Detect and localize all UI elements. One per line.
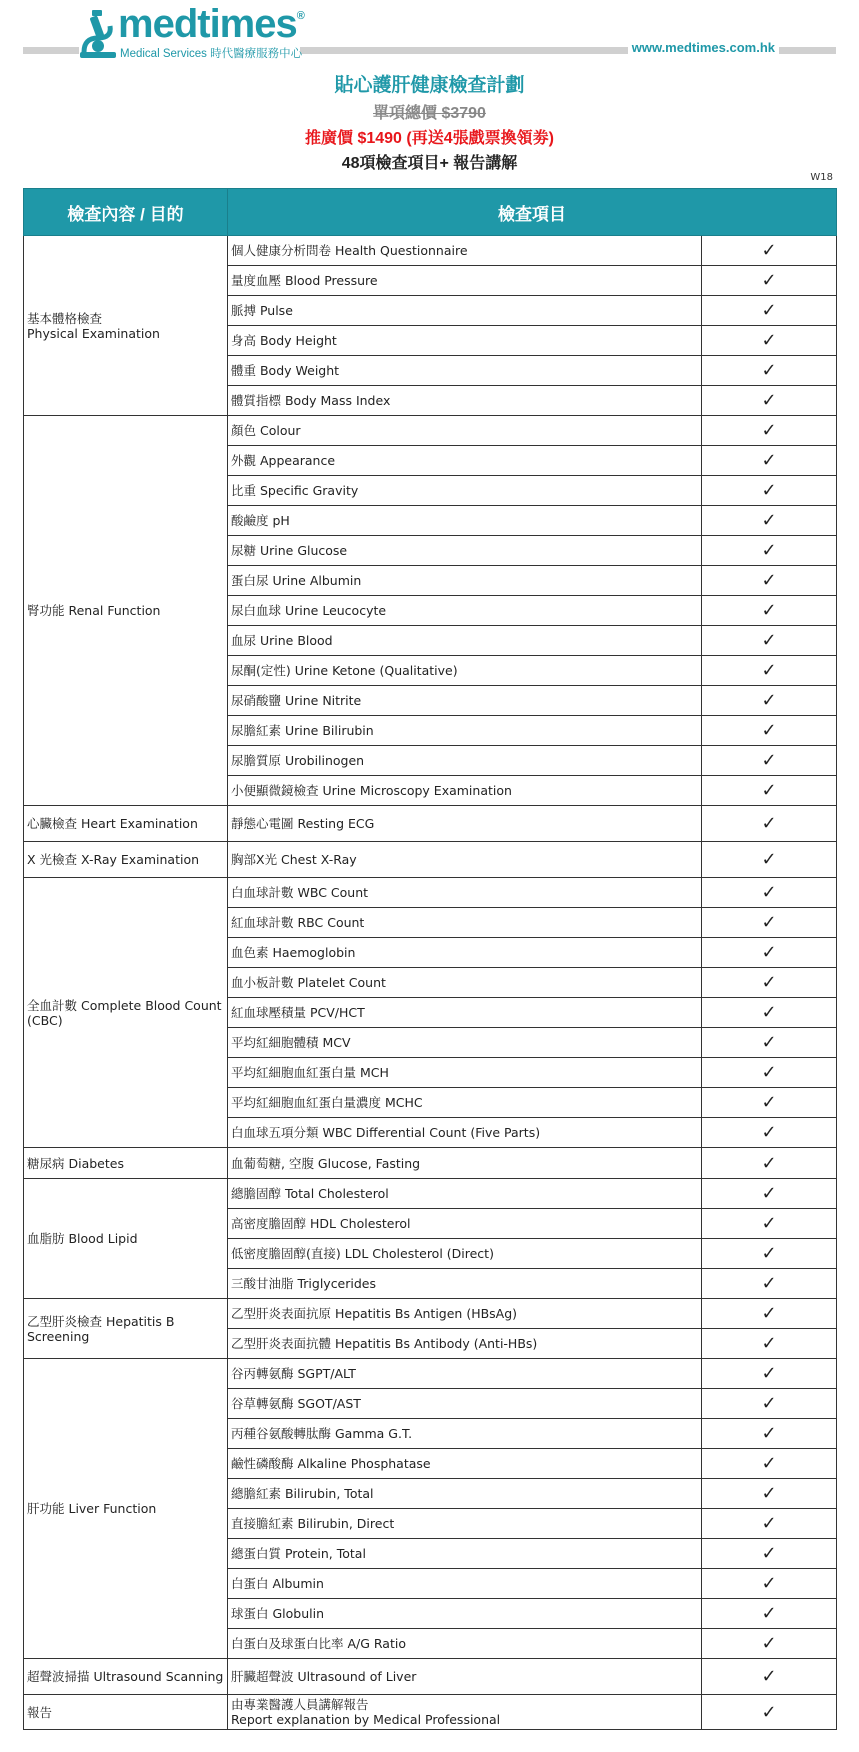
table-row: [24, 878, 837, 908]
item-cell: 尿膽質原 Urobilinogen: [228, 746, 702, 776]
check-icon: ✓: [702, 1329, 837, 1359]
check-icon: ✓: [702, 1179, 837, 1209]
check-icon: ✓: [702, 296, 837, 326]
check-icon: ✓: [702, 566, 837, 596]
item-cell: 酸鹼度 pH: [228, 506, 702, 536]
check-icon: ✓: [702, 746, 837, 776]
table-row: [24, 236, 837, 266]
item-cell: 紅血球壓積量 PCV/HCT: [228, 998, 702, 1028]
category-cell: 報告: [24, 1695, 228, 1730]
check-icon: ✓: [702, 1389, 837, 1419]
check-icon: ✓: [702, 1269, 837, 1299]
item-cell: 平均紅細胞體積 MCV: [228, 1028, 702, 1058]
item-cell: 三酸甘油脂 Triglycerides: [228, 1269, 702, 1299]
item-cell: 乙型肝炎表面抗體 Hepatitis Bs Antibody (Anti-HBs): [228, 1329, 702, 1359]
category-column-header: 檢查內容 / 目的: [24, 189, 228, 236]
check-icon: ✓: [702, 1629, 837, 1659]
checkup-table: [23, 188, 837, 1730]
check-icon: ✓: [702, 1359, 837, 1389]
check-icon: ✓: [702, 1479, 837, 1509]
check-icon: ✓: [702, 716, 837, 746]
plan-title: 貼心護肝健康檢查計劃: [334, 75, 525, 96]
item-cell: 尿酮(定性) Urine Ketone (Qualitative): [228, 656, 702, 686]
check-icon: ✓: [702, 1509, 837, 1539]
check-icon: ✓: [702, 1118, 837, 1148]
item-cell: 顏色 Colour: [228, 416, 702, 446]
check-icon: ✓: [702, 1209, 837, 1239]
category-cell: 糖尿病 Diabetes: [24, 1148, 228, 1179]
item-cell: 外觀 Appearance: [228, 446, 702, 476]
item-cell: 總膽紅素 Bilirubin, Total: [228, 1479, 702, 1509]
item-summary: 48項檢查項目+ 報告講解: [341, 155, 518, 172]
category-cell: 肝功能 Liver Function: [24, 1359, 228, 1659]
item-cell: 身高 Body Height: [228, 326, 702, 356]
website-link[interactable]: www.medtimes.com.hk: [628, 40, 779, 55]
header-bar-left: [23, 47, 79, 54]
check-icon: ✓: [702, 596, 837, 626]
item-cell: 胸部X光 Chest X-Ray: [228, 842, 702, 878]
check-icon: ✓: [702, 806, 837, 842]
category-cell: 心臟檢查 Heart Examination: [24, 806, 228, 842]
original-price: 單項總價 $3790: [373, 105, 486, 122]
item-cell: 肝臟超聲波 Ultrasound of Liver: [228, 1659, 702, 1695]
category-cell: 基本體格檢查 Physical Examination: [24, 236, 228, 416]
table-row: [24, 416, 837, 446]
item-cell: 直接膽紅素 Bilirubin, Direct: [228, 1509, 702, 1539]
item-cell: 白蛋白 Albumin: [228, 1569, 702, 1599]
item-cell: 尿白血球 Urine Leucocyte: [228, 596, 702, 626]
category-cell: 血脂肪 Blood Lipid: [24, 1179, 228, 1299]
check-icon: ✓: [702, 686, 837, 716]
item-cell: 球蛋白 Globulin: [228, 1599, 702, 1629]
check-icon: ✓: [702, 1599, 837, 1629]
check-icon: ✓: [702, 266, 837, 296]
medtimes-logo: [78, 2, 318, 60]
item-cell: 體重 Body Weight: [228, 356, 702, 386]
item-cell: 紅血球計數 RBC Count: [228, 908, 702, 938]
check-icon: ✓: [702, 416, 837, 446]
table-row: [24, 1148, 837, 1179]
check-icon: ✓: [702, 536, 837, 566]
table-row: [24, 842, 837, 878]
check-icon: ✓: [702, 938, 837, 968]
check-icon: ✓: [702, 842, 837, 878]
promo-price: 推廣價 $1490 (再送4張戲票換領劵): [305, 130, 554, 147]
item-cell: 蛋白尿 Urine Albumin: [228, 566, 702, 596]
check-icon: ✓: [702, 1695, 837, 1730]
items-column-header: 檢查項目: [228, 189, 837, 236]
category-cell: 全血計數 Complete Blood Count (CBC): [24, 878, 228, 1148]
item-cell: 丙種谷氨酸轉肽酶 Gamma G.T.: [228, 1419, 702, 1449]
item-cell: 平均紅細胞血紅蛋白量濃度 MCHC: [228, 1088, 702, 1118]
check-icon: ✓: [702, 386, 837, 416]
check-icon: ✓: [702, 506, 837, 536]
item-cell: 總膽固醇 Total Cholesterol: [228, 1179, 702, 1209]
item-cell: 谷丙轉氨酶 SGPT/ALT: [228, 1359, 702, 1389]
check-icon: ✓: [702, 356, 837, 386]
check-icon: ✓: [702, 908, 837, 938]
item-cell: 尿膽紅素 Urine Bilirubin: [228, 716, 702, 746]
check-icon: ✓: [702, 326, 837, 356]
logo-subtitle: Medical Services 時代醫療服務中心: [120, 48, 303, 60]
check-icon: ✓: [702, 998, 837, 1028]
item-cell: 鹼性磷酸酶 Alkaline Phosphatase: [228, 1449, 702, 1479]
item-cell: 由專業醫護人員講解報告 Report explanation by Medical Professional: [228, 1695, 702, 1730]
check-icon: ✓: [702, 776, 837, 806]
check-icon: ✓: [702, 626, 837, 656]
item-cell: 靜態心電圖 Resting ECG: [228, 806, 702, 842]
category-cell: X 光檢查 X-Ray Examination: [24, 842, 228, 878]
item-cell: 體質指標 Body Mass Index: [228, 386, 702, 416]
logo-wordmark: medtimes®: [118, 2, 304, 46]
item-cell: 乙型肝炎表面抗原 Hepatitis Bs Antigen (HBsAg): [228, 1299, 702, 1329]
check-icon: ✓: [702, 1419, 837, 1449]
item-cell: 低密度膽固醇(直接) LDL Cholesterol (Direct): [228, 1239, 702, 1269]
item-cell: 血尿 Urine Blood: [228, 626, 702, 656]
item-cell: 谷草轉氨酶 SGOT/AST: [228, 1389, 702, 1419]
item-cell: 血小板計數 Platelet Count: [228, 968, 702, 998]
check-icon: ✓: [702, 1659, 837, 1695]
item-cell: 比重 Specific Gravity: [228, 476, 702, 506]
item-cell: 量度血壓 Blood Pressure: [228, 266, 702, 296]
check-icon: ✓: [702, 1148, 837, 1179]
item-cell: 尿糖 Urine Glucose: [228, 536, 702, 566]
table-row: [24, 1659, 837, 1695]
check-icon: ✓: [702, 1449, 837, 1479]
check-icon: ✓: [702, 1058, 837, 1088]
item-cell: 白蛋白及球蛋白比率 A/G Ratio: [228, 1629, 702, 1659]
category-cell: 腎功能 Renal Function: [24, 416, 228, 806]
item-cell: 高密度膽固醇 HDL Cholesterol: [228, 1209, 702, 1239]
table-row: [24, 1179, 837, 1209]
table-row: [24, 806, 837, 842]
check-icon: ✓: [702, 1088, 837, 1118]
check-icon: ✓: [702, 1539, 837, 1569]
item-cell: 血色素 Haemoglobin: [228, 938, 702, 968]
item-cell: 尿硝酸鹽 Urine Nitrite: [228, 686, 702, 716]
item-cell: 脈搏 Pulse: [228, 296, 702, 326]
table-header-row: [24, 189, 837, 236]
check-icon: ✓: [702, 446, 837, 476]
title-block: [0, 70, 859, 173]
item-cell: 個人健康分析問卷 Health Questionnaire: [228, 236, 702, 266]
item-cell: 血葡萄糖, 空腹 Glucose, Fasting: [228, 1148, 702, 1179]
microscope-icon: [78, 8, 118, 60]
table-row: [24, 1299, 837, 1329]
table-row: [24, 1359, 837, 1389]
check-icon: ✓: [702, 1239, 837, 1269]
item-cell: 白血球計數 WBC Count: [228, 878, 702, 908]
item-cell: 小便顯微鏡檢查 Urine Microscopy Examination: [228, 776, 702, 806]
check-icon: ✓: [702, 236, 837, 266]
check-icon: ✓: [702, 968, 837, 998]
item-cell: 平均紅細胞血紅蛋白量 MCH: [228, 1058, 702, 1088]
check-icon: ✓: [702, 1299, 837, 1329]
item-cell: 總蛋白質 Protein, Total: [228, 1539, 702, 1569]
check-icon: ✓: [702, 656, 837, 686]
item-cell: 白血球五項分類 WBC Differential Count (Five Parts): [228, 1118, 702, 1148]
category-cell: 超聲波掃描 Ultrasound Scanning: [24, 1659, 228, 1695]
plan-code: W18: [810, 172, 833, 183]
check-icon: ✓: [702, 1028, 837, 1058]
category-cell: 乙型肝炎檢查 Hepatitis B Screening: [24, 1299, 228, 1359]
check-icon: ✓: [702, 476, 837, 506]
table-row: [24, 1695, 837, 1730]
check-icon: ✓: [702, 1569, 837, 1599]
check-icon: ✓: [702, 878, 837, 908]
